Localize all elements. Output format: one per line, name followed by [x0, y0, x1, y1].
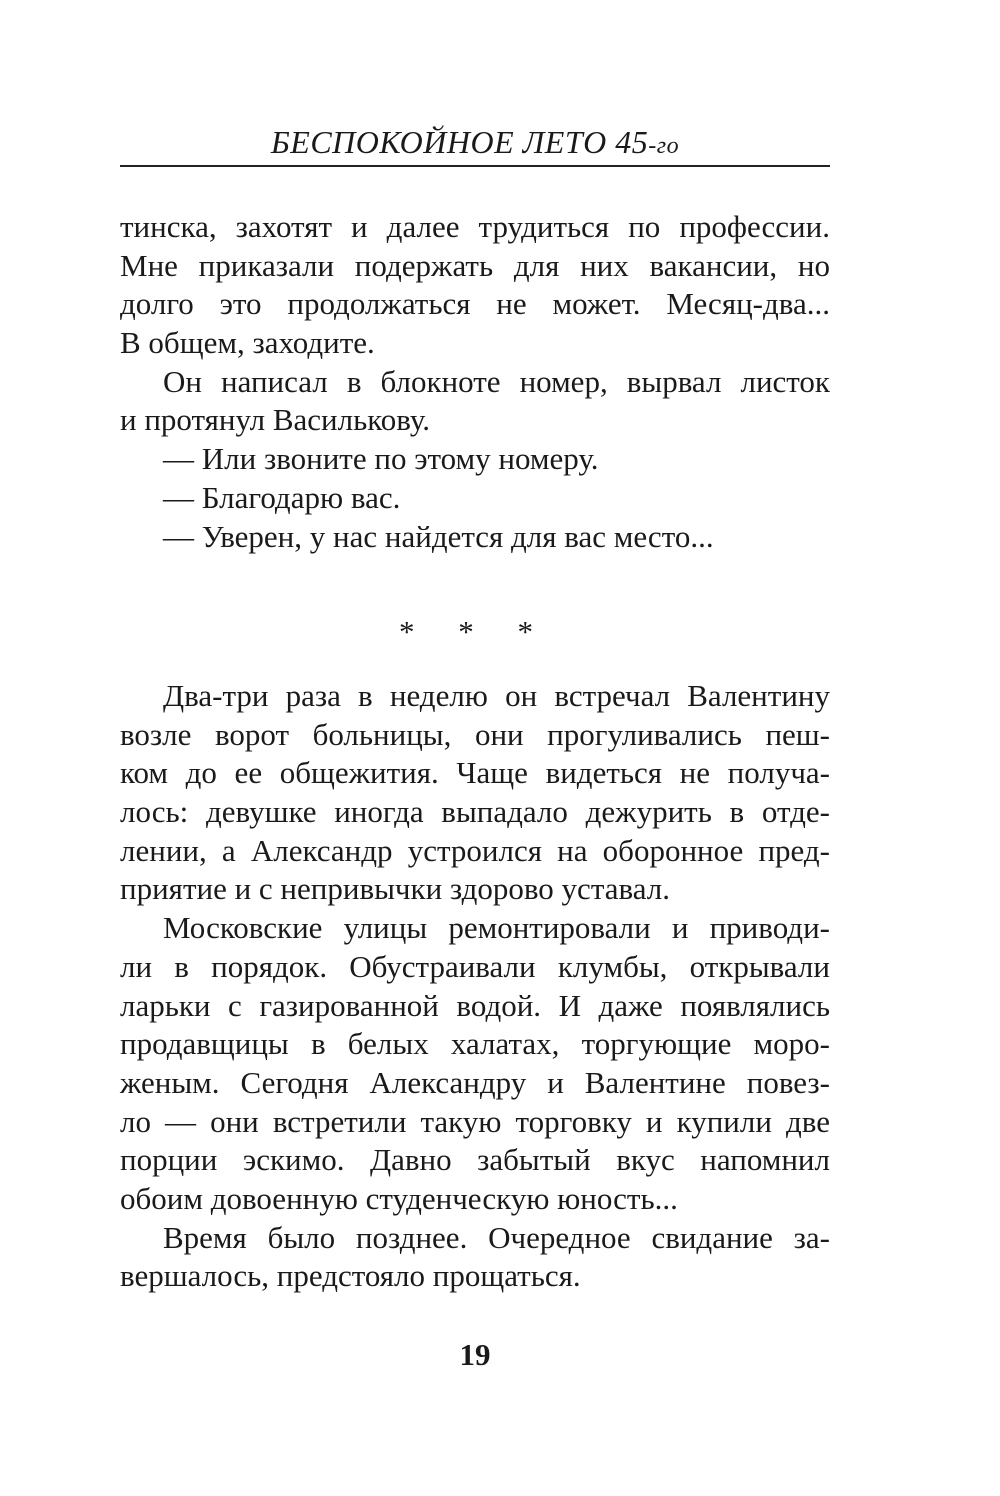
page-number: 19 [459, 1337, 491, 1372]
text-line: и протянул Василькову. [120, 402, 430, 438]
text-line: женым. Сегодня Александру и Валентине повез- [120, 1064, 830, 1100]
running-head [120, 120, 830, 168]
text-line: Мне приказали подержать для них вакансии, но [120, 247, 830, 283]
running-head-suffix: -го [648, 133, 680, 159]
text-line: лось: девушке иногда выпадало дежурить в отде- [120, 794, 830, 830]
text-block-top [120, 208, 830, 556]
text-line: тинска, захотят и далее трудиться по профессии. [120, 209, 830, 244]
text-line: лении, а Александр устроился на оборонное пред- [120, 832, 830, 868]
text-line: Время было позднее. Очередное свидание за- [163, 1219, 830, 1255]
text-line: — Или звоните по этому номеру. [163, 441, 599, 477]
text-line: — Благодарю вас. [163, 479, 401, 515]
text-line: порции эскимо. Давно забытый вкус напомнил [120, 1142, 830, 1178]
text-line: В общем, заходите. [120, 325, 375, 361]
header-rule [120, 165, 830, 167]
text-line: Он написал в блокноте номер, вырвал листок [163, 363, 830, 399]
text-line: ли в порядок. Обустраивали клумбы, открывали [120, 948, 830, 984]
text-line: вершалось, предстояло прощаться. [120, 1258, 581, 1294]
text-line: ло — они встретили такую торговку и купили две [120, 1103, 830, 1139]
text-line: ларьки с газированной водой. И даже появлялись [120, 987, 830, 1023]
text-block-bottom [120, 677, 830, 1296]
text-line: — Уверен, у нас найдется для вас место... [163, 518, 714, 554]
text-line: Московские улицы ремонтировали и приводи- [163, 910, 830, 946]
text-line: обоим довоенную студенческую юность... [120, 1180, 678, 1216]
text-line: долго это продолжаться не может. Месяц-два... [120, 286, 830, 322]
text-line: Два-три раза в неделю он встречал Валентину [163, 678, 830, 713]
text-line: возле ворот больницы, они прогуливались пеш- [120, 716, 830, 752]
running-head-title: БЕСПОКОЙНОЕ ЛЕТО 45 [270, 124, 649, 160]
text-line: ком до ее общежития. Чаще видеться не получа- [120, 755, 830, 791]
text-line: продавщицы в белых халатах, торгующие моро- [120, 1026, 830, 1062]
section-break: * * * [399, 614, 551, 649]
text-line: приятие и с непривычки здорово уставал. [120, 871, 670, 907]
